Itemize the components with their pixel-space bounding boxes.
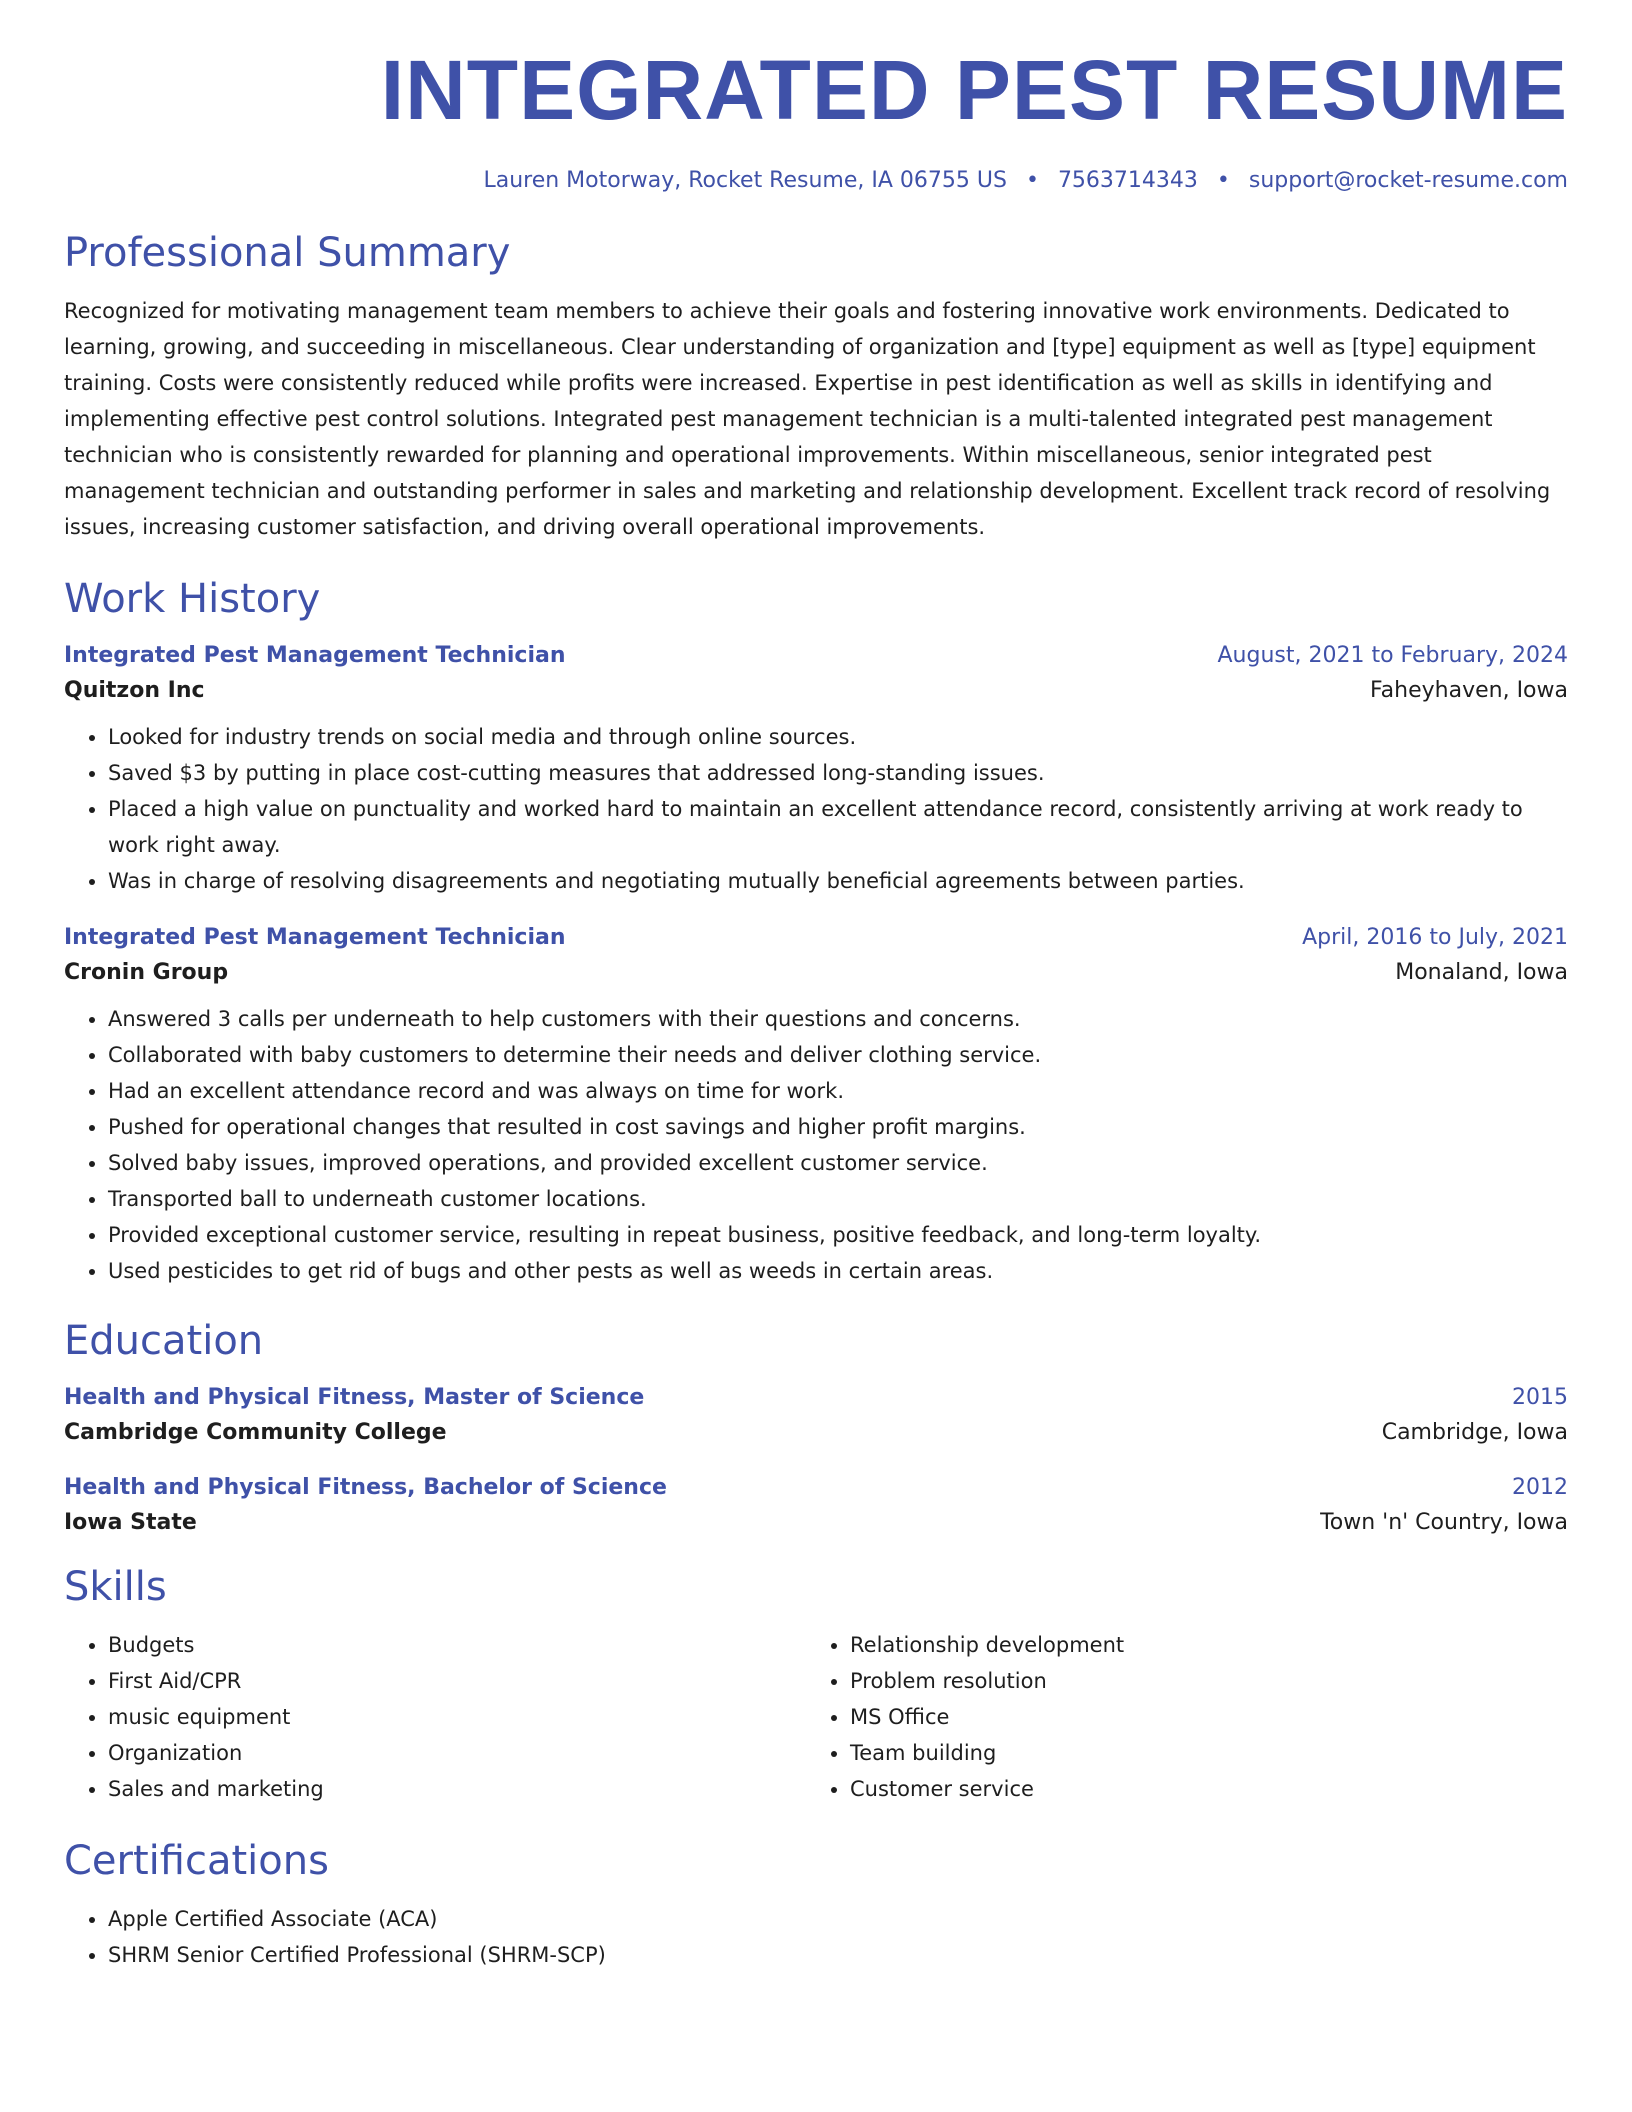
education-degree: Health and Physical Fitness, Master of Science: [64, 1385, 645, 1410]
job-bullet: • Transported ball to underneath customer locations.: [108, 1181, 1568, 1217]
skills-column-left: [64, 1627, 806, 1807]
education-degree: Health and Physical Fitness, Bachelor of Science: [64, 1475, 667, 1500]
skill-item: • Customer service: [850, 1771, 1548, 1807]
skill-item: • Team building: [850, 1735, 1548, 1771]
job-company: Quitzon Inc: [64, 678, 205, 703]
skill-item: • Relationship development: [850, 1627, 1548, 1663]
certifications-list: [64, 1901, 1568, 1973]
summary-heading: Professional Summary: [64, 230, 511, 276]
contact-phone: 7563714343: [1057, 168, 1198, 193]
job-dates: August, 2021 to February, 2024: [1217, 643, 1568, 668]
resume-name: INTEGRATED PEST RESUME: [380, 43, 1568, 137]
certification-item: • Apple Certified Associate (ACA): [108, 1901, 1568, 1937]
job-bullet: • Collaborated with baby customers to determine their needs and deliver clothing service.: [108, 1037, 1568, 1073]
skill-item: • MS Office: [850, 1699, 1548, 1735]
job-bullet: • Saved $3 by putting in place cost-cutting measures that addressed long-standing issues.: [108, 755, 1568, 791]
job-title: Integrated Pest Management Technician: [64, 925, 566, 950]
education-entry: [64, 1475, 1568, 1535]
education-location: Cambridge, Iowa: [1381, 1420, 1568, 1445]
contact-line: [64, 168, 1568, 193]
skills-grid: [64, 1627, 1568, 1807]
education-year: 2015: [1512, 1385, 1568, 1410]
contact-separator: •: [1216, 168, 1230, 193]
skills-column-right: [806, 1627, 1548, 1807]
certifications-heading: Certifications: [64, 1838, 329, 1884]
education-school: Cambridge Community College: [64, 1420, 447, 1445]
certification-item: • SHRM Senior Certified Professional (SHRM-SCP): [108, 1937, 1568, 1973]
skill-item: • Problem resolution: [850, 1663, 1548, 1699]
work-history-heading: Work History: [64, 576, 321, 622]
job-bullet: • Answered 3 calls per underneath to help customers with their questions and concerns.: [108, 1001, 1568, 1037]
job-entry: [64, 925, 1568, 1289]
job-location: Faheyhaven, Iowa: [1370, 678, 1568, 703]
job-title: Integrated Pest Management Technician: [64, 643, 566, 668]
education-entry: [64, 1385, 1568, 1445]
job-bullet: • Pushed for operational changes that resulted in cost savings and higher profit margins.: [108, 1109, 1568, 1145]
education-heading: Education: [64, 1318, 264, 1364]
skill-item: • music equipment: [108, 1699, 806, 1735]
job-bullet: • Used pesticides to get rid of bugs and other pests as well as weeds in certain areas.: [108, 1253, 1568, 1289]
contact-separator: •: [1025, 168, 1039, 193]
education-location: Town 'n' Country, Iowa: [1320, 1510, 1568, 1535]
contact-address: Lauren Motorway, Rocket Resume, IA 06755 US: [483, 168, 1007, 193]
job-bullet: • Provided exceptional customer service, resulting in repeat business, positive feedback, and long-term loyalty.: [108, 1217, 1568, 1253]
summary-text: Recognized for motivating management team members to achieve their goals and fostering innovative work environments. Dedicated to learning, growing, and succeeding in miscellaneous. Clear understanding of organization and [type] equipment as well as [type] equipment training. Costs were consistently reduced while profits were increased. Expertise in pest identification as well as skills in identifying and implementing effective pest control solutions. Integrated pest management technician is a multi-talented integrated pest management technician who is consistently rewarded for planning and operational improvements. Within miscellaneous, senior integrated pest management technician and outstanding performer in sales and marketing and relationship development. Excellent track record of resolving issues, increasing customer satisfaction, and driving overall operational improvements.: [64, 299, 1551, 539]
job-company: Cronin Group: [64, 960, 229, 985]
job-bullets: [64, 1001, 1568, 1289]
education-school: Iowa State: [64, 1510, 197, 1535]
job-entry: [64, 643, 1568, 899]
job-bullet: • Placed a high value on punctuality and worked hard to maintain an excellent attendance record, consistently arriving at work ready to work right away.: [108, 791, 1568, 863]
skill-item: • Organization: [108, 1735, 806, 1771]
job-bullet: • Had an excellent attendance record and was always on time for work.: [108, 1073, 1568, 1109]
contact-email: support@rocket-resume.com: [1248, 168, 1568, 193]
education-year: 2012: [1512, 1475, 1568, 1500]
job-bullet: • Was in charge of resolving disagreements and negotiating mutually beneficial agreements between parties.: [108, 863, 1568, 899]
skills-heading: Skills: [64, 1564, 167, 1610]
job-bullet: • Looked for industry trends on social media and through online sources.: [108, 719, 1568, 755]
job-dates: April, 2016 to July, 2021: [1302, 925, 1568, 950]
job-bullet: • Solved baby issues, improved operations, and provided excellent customer service.: [108, 1145, 1568, 1181]
job-bullets: [64, 719, 1568, 899]
skill-item: • First Aid/CPR: [108, 1663, 806, 1699]
skill-item: • Sales and marketing: [108, 1771, 806, 1807]
skill-item: • Budgets: [108, 1627, 806, 1663]
job-location: Monaland, Iowa: [1395, 960, 1568, 985]
